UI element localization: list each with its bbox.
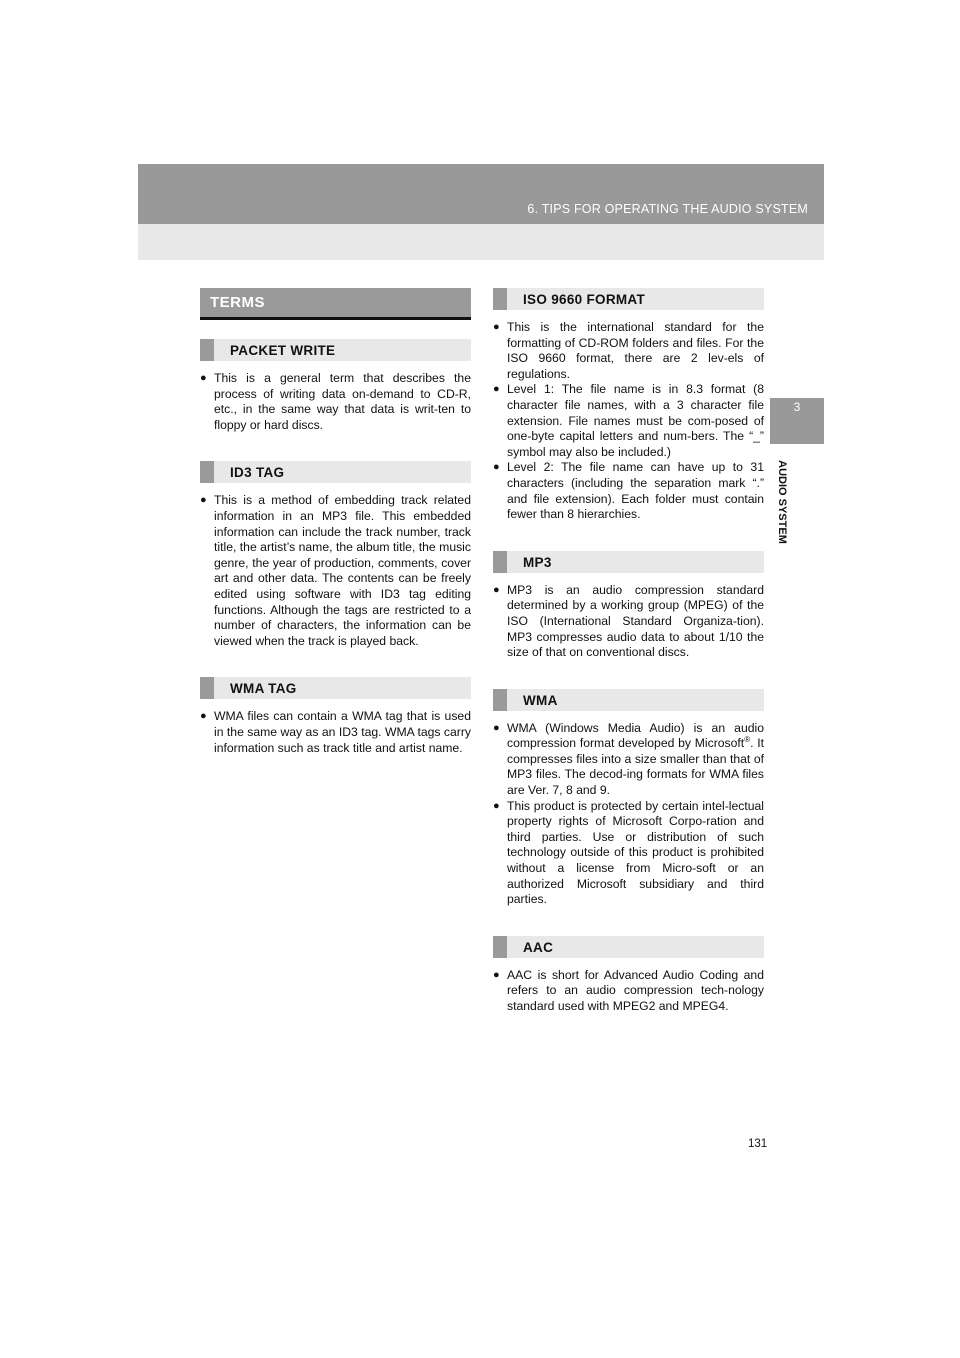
bullet-text: WMA files can contain a WMA tag that is used in the same way as an ID3 tag. WMA tags carry information such as track title and artist name. bbox=[214, 709, 471, 755]
bullet-text: AAC is short for Advanced Audio Coding and refers to an audio compression tech-nology standard used with MPEG2 and MPEG4. bbox=[507, 967, 764, 1013]
bullet-text: This is a general term that describes the process of writing data on-demand to CD-R, etc., in the same way that data is writ-ten to floppy or hard discs. bbox=[214, 371, 471, 432]
mp3-title: MP3 bbox=[523, 554, 552, 570]
chapter-header-band bbox=[138, 164, 824, 224]
bullet-text: This is the international standard for the formatting of CD-ROM folders and files. For the ISO 9660 format, there are 2 lev-els of regulations. bbox=[507, 320, 764, 381]
iso9660-heading bbox=[493, 288, 764, 310]
chapter-side-label-text: AUDIO SYSTEM bbox=[776, 460, 788, 544]
list-item bbox=[493, 721, 764, 799]
left-column bbox=[200, 288, 471, 756]
bullet-text: Level 1: The file name is in 8.3 format (8 character file names, with a 3 character file extension. File names must be com-posed of one-byte capital letters and num-bers. The “_” symbol may also be included.) bbox=[507, 382, 764, 459]
list-item bbox=[493, 799, 764, 908]
bullet-icon: ● bbox=[200, 710, 207, 723]
right-column bbox=[493, 288, 764, 1015]
bullet-text: MP3 is an audio compression standard determined by a working group (MPEG) of the ISO (International Standard Organiza-tion). MP3 compresses audio data to about 1/10 the size of that on conventional discs. bbox=[507, 582, 764, 660]
bullet-text-part: . It compresses files into a size smaller than that of MP3 files. The decod-ing formats for WMA files are Ver. 7, 8 and 9. bbox=[507, 736, 765, 798]
bullet-text: This product is protected by certain intel-lectual property rights of Microsoft Corpo-ration and third parties. Use or distribution of such technology outside of this product is prohibited without a license from Micro-soft or an authorized Microsoft subsidiary and third parties. bbox=[507, 798, 764, 907]
bullet-icon: ● bbox=[493, 968, 500, 981]
wma-title: WMA bbox=[523, 692, 558, 708]
list-item bbox=[493, 968, 764, 1015]
packet-write-heading bbox=[200, 339, 471, 361]
terms-section-title: TERMS bbox=[210, 294, 265, 311]
heading-marker bbox=[200, 677, 214, 699]
chapter-title: 6. TIPS FOR OPERATING THE AUDIO SYSTEM bbox=[527, 202, 808, 216]
heading-marker bbox=[493, 551, 507, 573]
bullet-text-part: WMA (Windows Media Audio) is an audio compression format developed by Microsoft bbox=[507, 720, 764, 751]
wma-heading bbox=[493, 689, 764, 711]
bullet-icon: ● bbox=[493, 461, 500, 474]
page-number: 131 bbox=[748, 1138, 768, 1150]
bullet-text: Level 2: The file name can have up to 31 characters (including the separation mark “.” and file extension). Each folder must contain fewer than 8 hierarchies. bbox=[507, 460, 764, 522]
header-sub-band bbox=[138, 224, 824, 260]
bullet-icon: ● bbox=[200, 494, 207, 507]
bullet-icon: ● bbox=[493, 799, 500, 812]
wma-tag-heading bbox=[200, 677, 471, 699]
heading-marker bbox=[200, 339, 214, 361]
bullet-icon: ● bbox=[493, 583, 500, 596]
packet-write-title: PACKET WRITE bbox=[230, 343, 336, 358]
bullet-icon: ● bbox=[200, 372, 207, 384]
list-item bbox=[200, 709, 471, 756]
terms-section-heading bbox=[200, 288, 471, 320]
bullet-icon: ● bbox=[493, 321, 500, 333]
registered-mark: ® bbox=[744, 735, 751, 745]
chapter-number: 3 bbox=[793, 400, 801, 414]
bullet-text: This is a method of embedding track related information in an MP3 file. This embedded information can include the track number, track title, the artist’s name, the album title, the music genre, the year of production, comments, cover art and other data. The contents can be freely edited using software with ID3 tag editing functions. Although the tags are restricted to a number of characters, the information can be viewed when the track is played back. bbox=[214, 493, 471, 648]
chapter-side-label bbox=[772, 452, 792, 552]
list-item bbox=[493, 382, 764, 460]
list-item bbox=[493, 320, 764, 382]
heading-marker bbox=[493, 689, 507, 711]
id3-tag-title: ID3 TAG bbox=[230, 465, 285, 481]
list-item bbox=[493, 460, 764, 522]
heading-marker bbox=[493, 288, 507, 310]
aac-title: AAC bbox=[523, 939, 554, 955]
iso9660-title: ISO 9660 FORMAT bbox=[523, 292, 646, 307]
wma-tag-title: WMA TAG bbox=[230, 681, 297, 697]
aac-heading bbox=[493, 936, 764, 958]
mp3-heading bbox=[493, 551, 764, 573]
bullet-icon: ● bbox=[493, 383, 500, 396]
list-item bbox=[493, 583, 764, 661]
heading-marker bbox=[493, 936, 507, 958]
bullet-icon: ● bbox=[493, 721, 500, 734]
list-item bbox=[200, 493, 471, 649]
heading-marker bbox=[200, 461, 214, 483]
list-item bbox=[200, 371, 471, 433]
id3-tag-heading bbox=[200, 461, 471, 483]
chapter-side-tab bbox=[770, 398, 824, 444]
bullet-text bbox=[507, 721, 764, 797]
